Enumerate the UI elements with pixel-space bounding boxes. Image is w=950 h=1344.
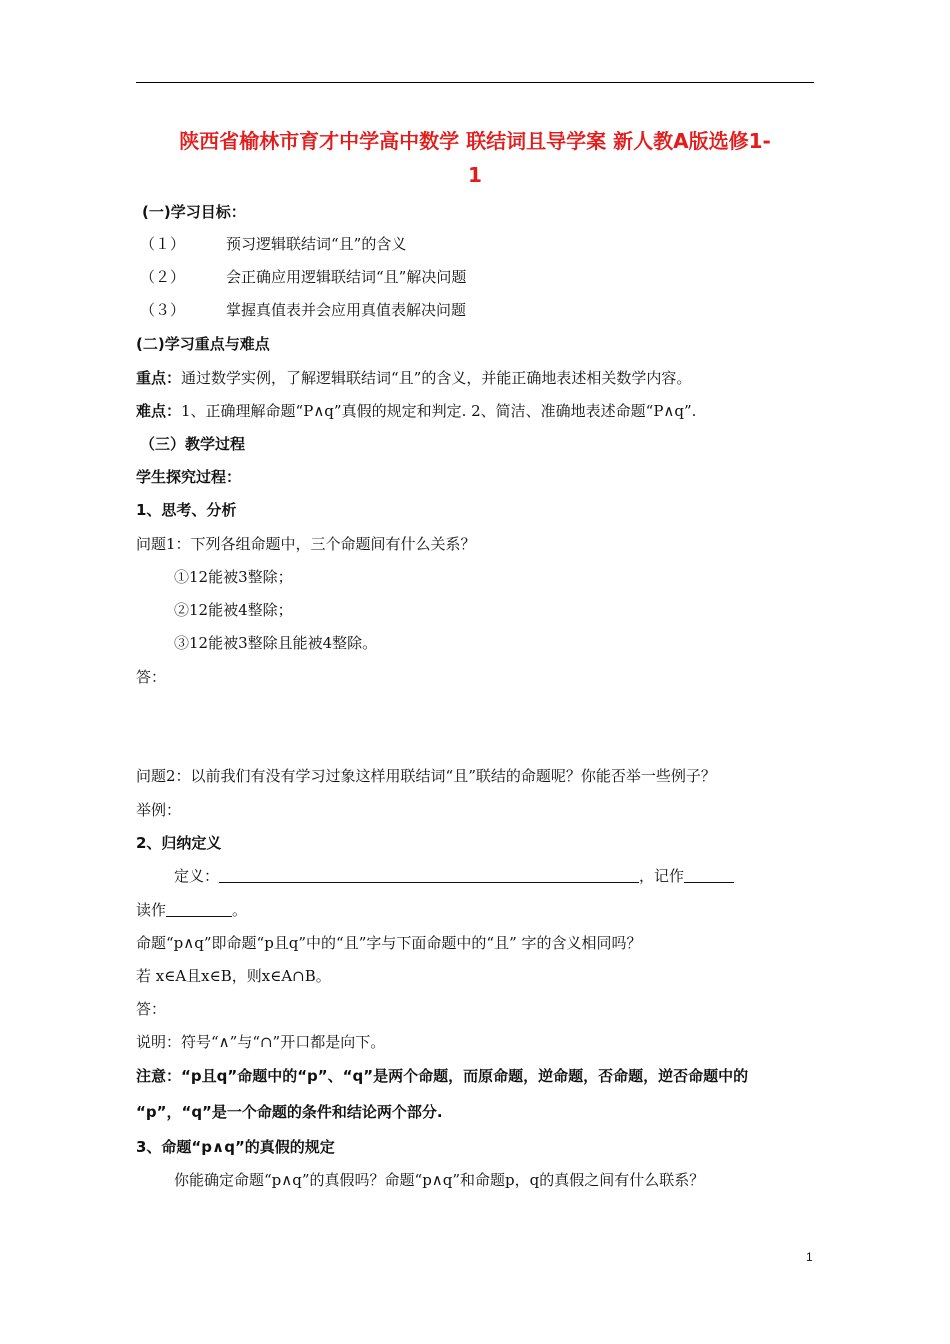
doc-title-line1: 陕西省榆林市育才中学高中数学 联结词且导学案 新人教A版选修1-: [179, 129, 771, 153]
difficulty-point: [136, 401, 696, 421]
header-rule: [136, 82, 814, 83]
read-blank[interactable]: [166, 900, 232, 917]
definition-blank[interactable]: [219, 866, 639, 883]
section3-heading: 3、命题“p∧q”的真假的规定: [136, 1138, 335, 1156]
process-heading: （三）教学过程: [140, 435, 246, 453]
goal-index: （１）: [140, 235, 186, 253]
diff-text: 1、正确理解命题“P∧q”真假的规定和判定. 2、简洁、准确地表述命题“P∧q”.: [181, 402, 697, 420]
question-1: 问题1：下列各组命题中，三个命题间有什么关系？: [136, 535, 476, 553]
diff-label: 难点：: [136, 402, 182, 420]
definition-mid: ，记作: [639, 867, 685, 885]
goal-item: [140, 300, 466, 320]
explore-heading: 学生探究过程：: [136, 468, 242, 486]
section3-question: 你能确定命题“p∧q”的真假吗？命题“p∧q”和命题p，q的真假之间有什么联系？: [174, 1171, 705, 1189]
goal-index: （３）: [140, 301, 186, 319]
explain-note: 说明：符号“∧”与“∩”开口都是向下。: [136, 1033, 386, 1051]
answer-label: 答：: [136, 668, 167, 686]
definition-label: 定义：: [174, 867, 220, 885]
goal-item: [140, 267, 466, 287]
page-number: 1: [806, 1250, 813, 1264]
goal-item: [140, 234, 406, 254]
goal-text: 预习逻辑联结词“且”的含义: [226, 235, 407, 253]
question-1-item: ③12能被3整除且能被4整除。: [174, 634, 378, 652]
note-line-1: 注意：“p且q”命题中的“p”、“q”是两个命题，而原命题，逆命题，否命题，逆否命题中的: [136, 1067, 749, 1085]
section1-heading: 1、思考、分析: [136, 501, 237, 519]
read-label: 读作: [136, 901, 167, 919]
question-2: 问题2：以前我们有没有学习过象这样用联结词“且”联结的命题呢？你能否举一些例子？: [136, 767, 716, 785]
definition-line: [174, 866, 734, 886]
answer-label-2: 答：: [136, 1000, 167, 1018]
read-line: [136, 900, 247, 920]
question-1-item: ①12能被3整除；: [174, 568, 293, 586]
notation-blank[interactable]: [684, 866, 734, 883]
read-end: 。: [232, 901, 248, 919]
key-heading: (二)学习重点与难点: [136, 335, 270, 353]
goal-text: 掌握真值表并会应用真值表解决问题: [226, 301, 467, 319]
goal-index: （２）: [140, 268, 186, 286]
key-text: 通过数学实例，了解逻辑联结词“且”的含义，并能正确地表述相关数学内容。: [181, 369, 692, 387]
goals-heading: (一)学习目标：: [142, 203, 246, 221]
key-point: [136, 368, 691, 388]
key-label: 重点：: [136, 369, 182, 387]
question-1-item: ②12能被4整除；: [174, 601, 293, 619]
note-line-2: “p”，“q”是一个命题的条件和结论两个部分.: [136, 1103, 443, 1121]
goal-text: 会正确应用逻辑联结词“且”解决问题: [226, 268, 467, 286]
doc-title-line2: 1: [468, 163, 482, 187]
compare-question: 命题“p∧q”即命题“p且q”中的“且”字与下面命题中的“且” 字的含义相同吗？: [136, 934, 642, 952]
section2-heading: 2、归纳定义: [136, 834, 222, 852]
example-label: 举例：: [136, 801, 182, 819]
set-statement: 若 x∈A且x∈B，则x∈A∩B。: [136, 967, 331, 985]
